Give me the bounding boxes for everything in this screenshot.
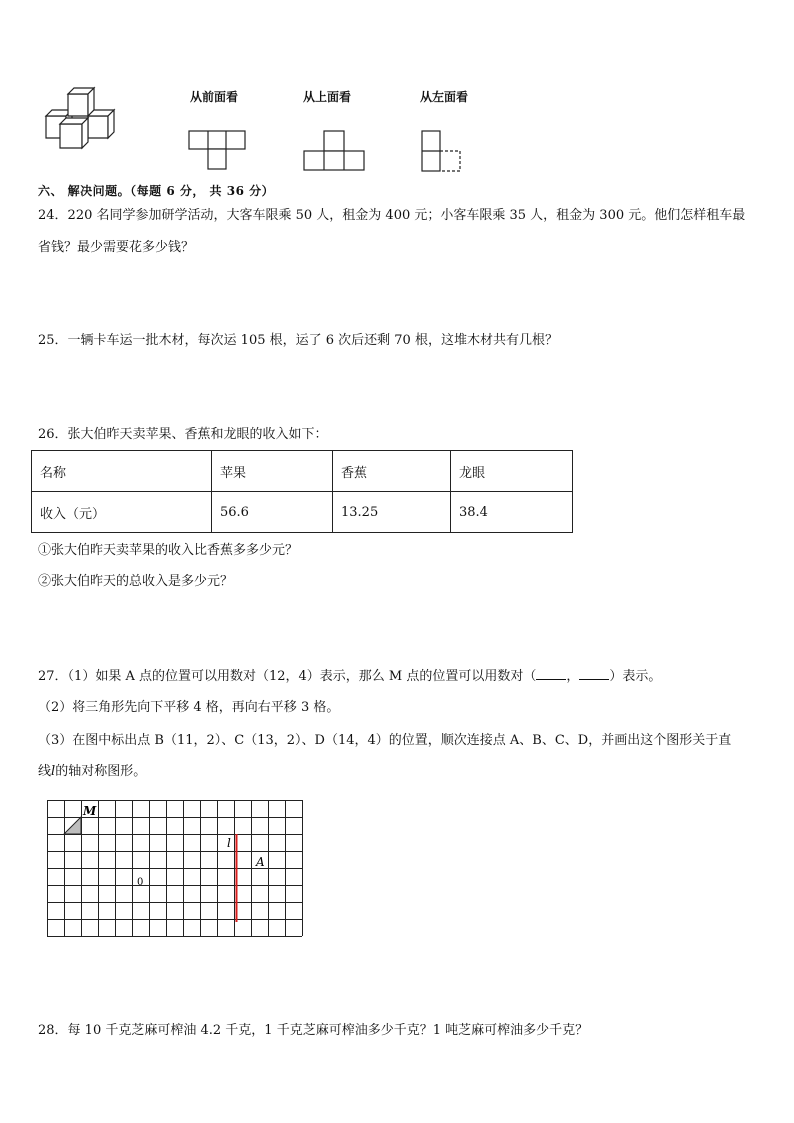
q28-text: 28．每 10 千克芝麻可榨油 4.2 千克，1 千克芝麻可榨油多少千克？1 吨芝麻可榨油多少千克？ <box>38 1023 589 1038</box>
table-cell: 龙眼 <box>451 451 573 492</box>
table-row <box>32 492 573 533</box>
q26-intro: 26．张大伯昨天卖苹果、香蕉和龙眼的收入如下： <box>38 427 328 442</box>
table-cell: 香蕉 <box>333 451 451 492</box>
section-header: 六、 解决问题。（每题 6 分， 共 36 分） <box>38 184 275 198</box>
front-view-drawing <box>188 130 248 172</box>
q27-part3-line2-b: 的轴对称图形。 <box>55 764 147 779</box>
top-view-drawing <box>303 130 367 172</box>
table-cell: 名称 <box>32 451 212 492</box>
q27-part1-b: ）表示。 <box>609 669 662 684</box>
q24-line2: 省钱？最少需要花多少钱？ <box>38 240 195 255</box>
front-view-label: 从前面看 <box>190 90 239 104</box>
q27-part1 <box>38 667 661 687</box>
left-view-label: 从左面看 <box>420 90 469 104</box>
answer-blank-1[interactable] <box>536 679 566 680</box>
table-cell: 13.25 <box>333 492 451 533</box>
cube-stack-figure <box>40 86 130 156</box>
q26-sub1: ①张大伯昨天卖苹果的收入比香蕉多多少元？ <box>38 543 299 558</box>
q27-part2: （2）将三角形先向下平移 4 格，再向右平移 3 格。 <box>38 700 340 715</box>
q25-text: 25．一辆卡车运一批木材，每次运 105 根，运了 6 次后还剩 70 根，这堆木材共有几根？ <box>38 333 558 348</box>
q27-part3-line2 <box>38 762 146 782</box>
table-row <box>32 451 573 492</box>
table-cell: 38.4 <box>451 492 573 533</box>
table-cell: 苹果 <box>212 451 333 492</box>
q27-part1-a: 27．（1）如果 A 点的位置可以用数对（12，4）表示，那么 M 点的位置可以用数对（ <box>38 669 537 684</box>
top-view-label: 从上面看 <box>303 90 352 104</box>
line-l-symbol: l <box>51 764 56 779</box>
q24-line1: 24．220 名同学参加研学活动，大客车限乘 50 人，租金为 400 元；小客车限乘 35 人，租金为 300 元。他们怎样租车最 <box>38 208 746 223</box>
table-cell: 收入（元） <box>32 492 212 533</box>
income-table <box>31 450 573 533</box>
shaded-triangle <box>64 817 81 834</box>
left-view-drawing <box>420 130 464 172</box>
label-A: A <box>256 855 265 869</box>
answer-blank-2[interactable] <box>579 679 609 680</box>
table-cell: 56.6 <box>212 492 333 533</box>
q27-part3-line1: （3）在图中标出点 B（11，2）、C（13，2）、D（14，4）的位置，顺次连接点 A、B、C、D，并画出这个图形关于直 <box>38 733 732 748</box>
label-l: l <box>227 836 231 850</box>
label-O: 0 <box>137 877 144 888</box>
coordinate-grid <box>46 800 308 940</box>
q27-part3-line2-a: 线 <box>38 764 52 779</box>
q27-part1-sep: ， <box>566 669 580 684</box>
label-M: M <box>83 804 97 818</box>
q26-sub2: ②张大伯昨天的总收入是多少元？ <box>38 574 234 589</box>
